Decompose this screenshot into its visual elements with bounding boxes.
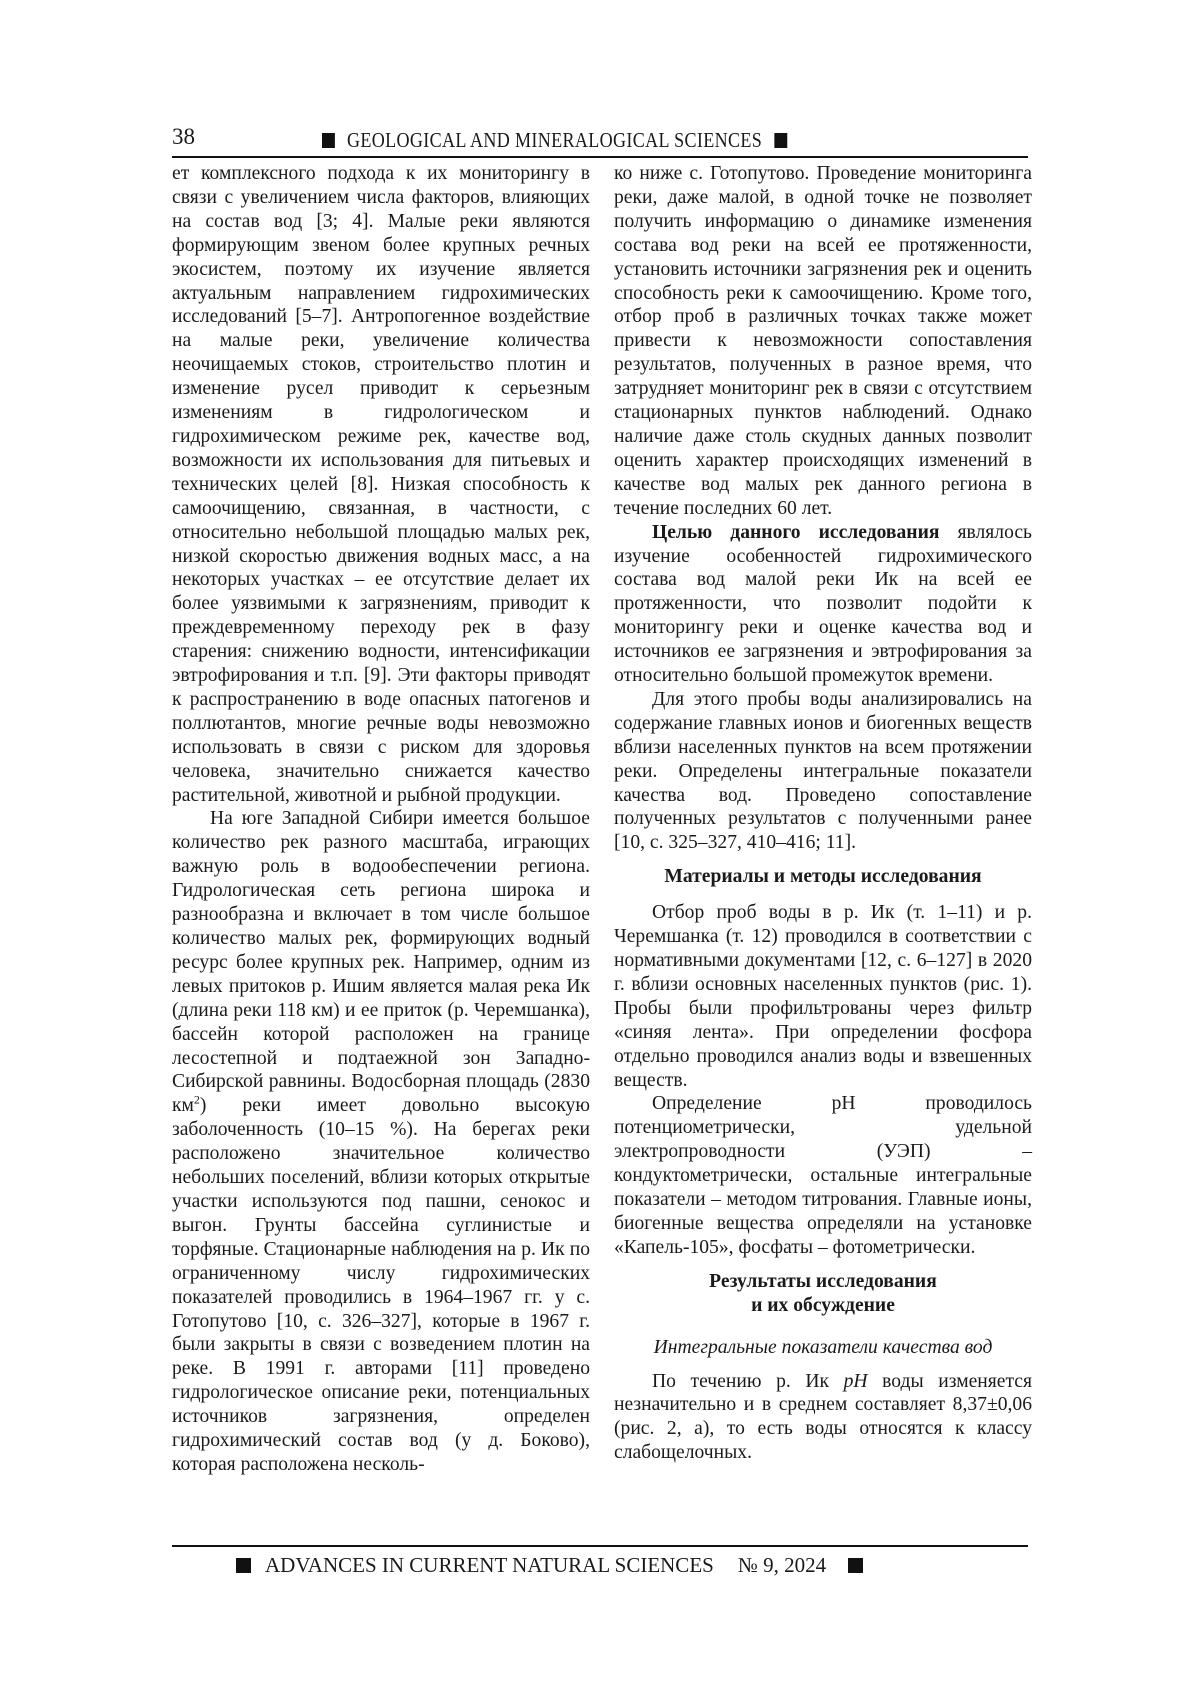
section-title: GEOLOGICAL AND MINERALOGICAL SCIENCES [346, 128, 763, 152]
square-bullet-icon [322, 133, 335, 148]
paragraph: ко ниже с. Готопутово. Проведение мониторинга реки, даже малой, в одной точке не позволяет получить информацию о динамике изменения состава вод реки на всей ее протяженности, установить источники загрязнения рек и оценить способность реки к самоочищению. Кроме того, отбор проб в различных точках также может привести к невозможности сопоставления результатов, полученных в разное время, что затрудняет мониторинг рек в связи с отсутствием стационарных пунктов наблюдений. Однако наличие даже столь скудных данных позволит оценить характер происходящих изменений в качестве вод малых рек данного региона в течение последних 60 лет. [614, 163, 1032, 519]
header-rule [172, 156, 1028, 158]
paragraph: Для этого пробы воды анализировались на содержание главных ионов и биогенных веществ вблизи населенных пунктов на всем протяжении реки. Определены интегральные показатели качества вод. Проведено сопоставление полученных результатов с полученными ранее [10, с. 325–327, 410–416; 11]. [614, 688, 1032, 854]
issue-number: № 9, 2024 [737, 1553, 827, 1577]
paragraph: ет комплексного подхода к их мониторингу в связи с увеличением числа факторов, влияющих на состав вод [3; 4]. Малые реки являются формирующим звеном более крупных речных экосистем, поэтому их изучение является актуальным направлением гидрохимических исследований [5–7]. Антропогенное воздействие на малые реки, увеличение количества неочищаемых стоков, строительство плотин и изменение русел приводит к серьезным изменениям в гидрологическом и гидрохимическом режиме рек, качестве вод, возможности их использования для питьевых и технических целей [8]. Низкая способность к самоочищению, связанная, в частности, с относительно небольшой площадью малых рек, низкой скоростью движения водных масс, а на некоторых участках – ее отсутствие делает их более уязвимыми к загрязнениям, приводит к преждевременному переходу рек в фазу старения: снижению водности, интенсификации эвтрофирования и т.п. [9]. Эти факторы приводят к распространению в воде опасных патогенов и поллютантов, многие речные воды невозможно использовать в связи с риском для здоровья человека, значительно снижается качество растительной, животной и рыбной продукции. [172, 163, 590, 806]
subsection-heading: Интегральные показатели качества вод [653, 1336, 993, 1358]
page-header [172, 118, 1028, 158]
bold-lead: Целью данного исследования [652, 521, 940, 543]
journal-name: ADVANCES IN CURRENT NATURAL SCIENCES [265, 1553, 714, 1577]
section-heading-results: Результаты исследования и их обсуждение [709, 1270, 937, 1316]
paragraph: Определение pH проводилось потенциометрически, удельной электропроводности (УЭП) – кондуктометрически, остальные интегральные показатели – методом титрования. Главные ионы, биогенные вещества определяли на установке «Капель-105», фосфаты – фотометрически. [614, 1093, 1032, 1258]
paragraph: По течению р. Ик pH воды изменяется незначительно и в среднем составляет 8,37±0,06 (рис. 2, а), то есть воды относятся к классу слабощелочных. [614, 1370, 1032, 1464]
left-column [172, 162, 590, 1477]
section-heading-methods: Материалы и методы исследования [664, 866, 982, 888]
paragraph: Отбор проб воды в р. Ик (т. 1–11) и р. Черемшанка (т. 12) проводился в соответствии с нормативными документами [12, с. 6–127] в 2020 г. вблизи основных населенных пунктов (рис. 1). Пробы были профильтрованы через фильтр «синяя лента». При определении фосфора отдельно проводился анализ воды и взвешенных веществ. [614, 902, 1032, 1091]
right-column [614, 162, 1032, 1465]
paragraph: Целью данного исследования являлось изучение особенностей гидрохимического состава вод малой реки Ик на всей ее протяженности, что позволит подойти к мониторингу реки и оценке качества вод и источников ее загрязнения и эвтрофирования за относительно большой промежуток времени. [614, 521, 1032, 687]
square-bullet-icon [236, 1558, 251, 1573]
running-head [322, 128, 787, 153]
footer-rule [172, 1545, 1028, 1547]
square-bullet-icon [848, 1558, 863, 1573]
page-footer [236, 1553, 863, 1578]
paragraph: На юге Западной Сибири имеется большое количество рек разного масштаба, играющих важную роль в водообеспечении региона. Гидрологическая сеть региона широка и разнообразна и включает в том числе большое количество малых рек, формирующих водный ресурс более крупных рек. Например, одним из левых притоков р. Ишим является малая река Ик (длина реки 118 км) и ее приток (р. Черемшанка), бассейн которой расположен на границе лесостепной и подтаежной зон Западно-Сибирской равнины. Водосборная площадь (2830 $км^2$) реки имеет довольно высокую заболоченность (10–15 %). На берегах реки расположено значительное количество небольших поселений, вблизи которых открытые участки используются под пашни, сенокос и выгон. Грунты бассейна суглинистые и торфяные. Стационарные наблюдения на р. Ик по ограниченному числу гидрохимических показателей проводились в 1964–1967 гг. у с. Готопутово [10, с. 326–327], которые в 1967 г. были закрыты в связи с возведением плотин на реке. В 1991 г. авторами [11] проведено гидрологическое описание реки, потенциальных источников загрязнения, определен гидрохимический состав вод (у д. Боково), которая расположена несколь- [172, 808, 590, 1475]
page-number: 38 [172, 124, 195, 149]
square-bullet-icon [774, 133, 787, 148]
